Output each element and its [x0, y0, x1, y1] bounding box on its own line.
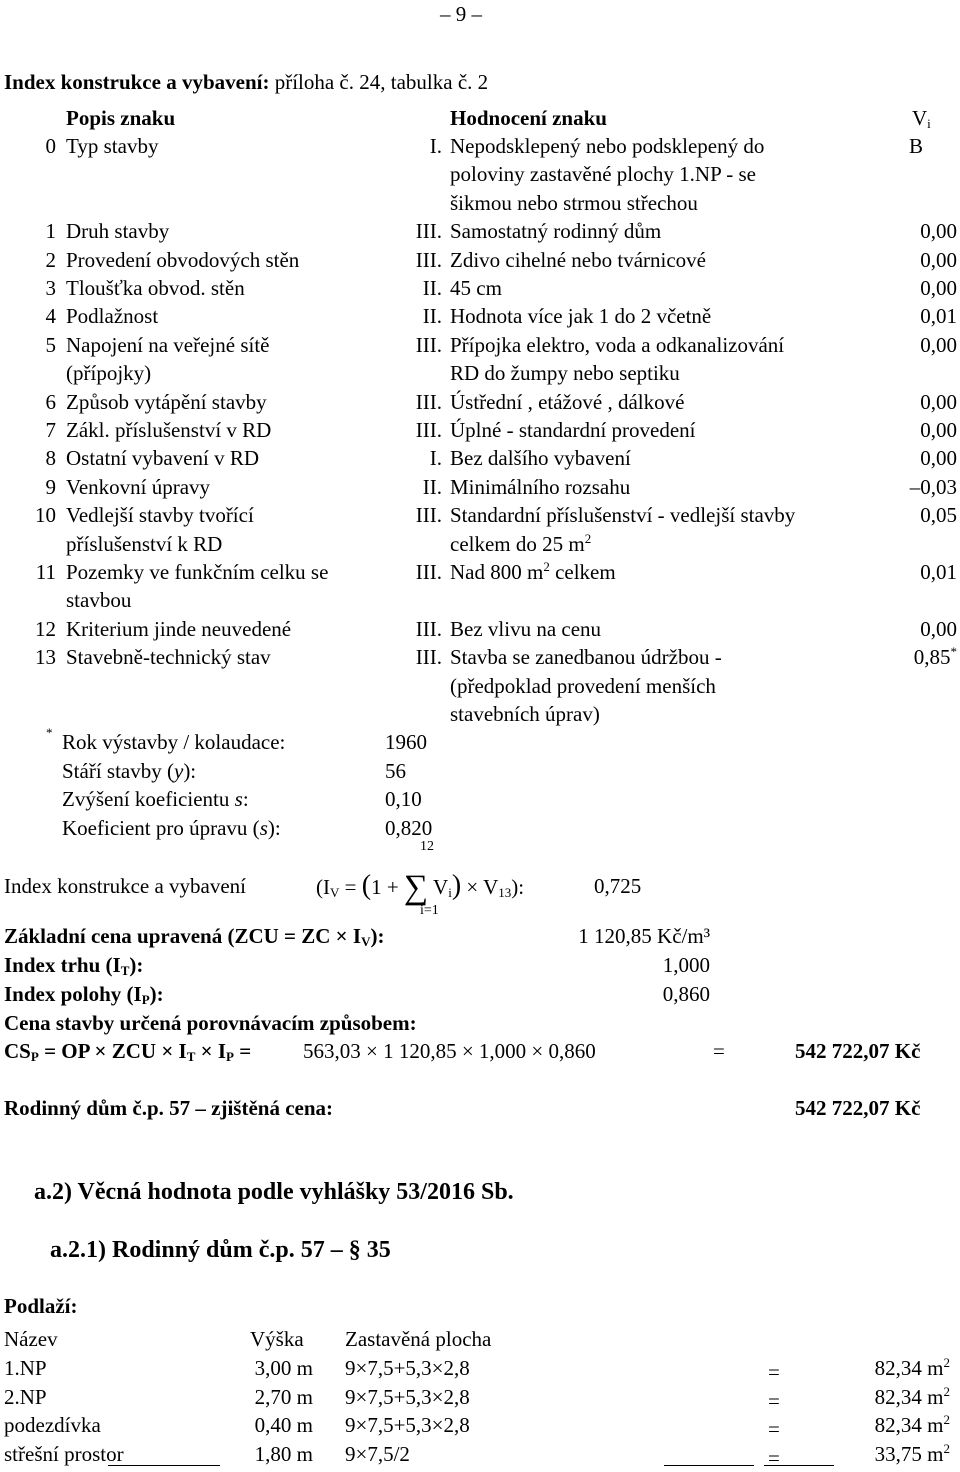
formula-expression: ($I_V = (1$ + ∑ $V_i) \times V_{13}$): [316, 869, 525, 906]
row-number: 12 [35, 616, 56, 641]
row-popis: příslušenství k RD [66, 531, 223, 556]
footnote-value: 56 [385, 758, 406, 783]
cena-heading: Cena stavby určená porovnávacím způsobem: [4, 1011, 417, 1035]
summary-value: 1,000 [662, 953, 710, 977]
row-class: III. [415, 560, 442, 584]
index-heading-bold: Index konstrukce a vybavení: [4, 70, 270, 94]
summary-label: Index trhu $(I_T)$: [4, 953, 144, 978]
podlazi-vyska: 2,70 m [254, 1384, 313, 1409]
cena-formula-label: $CS_P$ = OP × ZCU × $I_T \times I_P$ = [4, 1039, 252, 1064]
cena-formula-values: 563,03 × 1 120,85 × 1,000 × 0,860 [303, 1039, 596, 1063]
podlazi-nazev: 1.NP [4, 1356, 47, 1380]
row-value: 0,00 [920, 219, 957, 244]
heading-a2: a.2) Věcná hodnota podle vyhlášky 53/2016 Sb. [34, 1179, 514, 1205]
row-value: 0,85* [913, 644, 957, 670]
underline-rule [764, 1465, 834, 1466]
row-number: 0 [45, 134, 56, 158]
underline-rule [108, 1465, 220, 1466]
row-hodnoceni: (předpoklad provedení menších [450, 673, 716, 698]
row-hodnoceni: Bez vlivu na cenu [450, 616, 602, 641]
podlazi-eq: = [768, 1388, 780, 1413]
row-hodnoceni: stavebních úprav) [450, 702, 600, 726]
underline-rule [664, 1465, 754, 1466]
row-number: 5 [45, 332, 56, 357]
podlazi-title: Podlaží: [4, 1294, 78, 1318]
footnote-label: Zvýšení koeficientu s: [62, 787, 249, 811]
row-popis: Stavebně-technický stav [66, 645, 271, 670]
table-head-popis: Popis znaku [66, 106, 176, 130]
heading-a21: a.2.1) Rodinný dům č.p. 57 – § 35 [50, 1237, 391, 1263]
sum-upper-limit: 12 [420, 839, 434, 854]
row-value: 0,00 [920, 616, 957, 641]
row-popis: Podlažnost [66, 304, 159, 329]
index-heading [4, 68, 488, 96]
row-number: 2 [45, 247, 56, 272]
row-hodnoceni: Hodnota více jak 1 do 2 včetně [450, 304, 712, 329]
row-popis: Napojení na veřejné sítě [66, 332, 270, 357]
podlazi-vzorec: 9×7,5/2 [345, 1442, 410, 1467]
row-popis: Provedení obvodových stěn [66, 247, 300, 272]
podlazi-vzorec: 9×7,5+5,3×2,8 [345, 1356, 470, 1380]
podlazi-nazev: střešní prostor [4, 1442, 124, 1467]
podlazi-value: 82,34 $m^2$ [874, 1383, 950, 1409]
table-head-hodnoceni: Hodnocení znaku [450, 106, 607, 130]
row-class: I. [429, 446, 442, 471]
row-popis: Ostatní vybavení v RD [66, 446, 260, 471]
row-number: 3 [45, 276, 56, 300]
podlazi-eq: = [768, 1417, 780, 1442]
row-class: III. [415, 332, 442, 357]
row-popis: stavbou [66, 588, 132, 613]
row-hodnoceni: Zdivo cihelné nebo tvárnicové [450, 247, 706, 272]
row-class: III. [415, 645, 442, 670]
row-popis: Druh stavby [66, 219, 170, 244]
podlazi-vzorec: 9×7,5+5,3×2,8 [345, 1413, 470, 1438]
podlazi-eq: = [768, 1446, 780, 1471]
sum-lower-limit: i=1 [420, 903, 439, 918]
row-number: 11 [35, 560, 56, 584]
row-class: III. [415, 418, 442, 442]
row-hodnoceni: Nepodsklepený nebo podsklepený do [450, 134, 765, 158]
table-head-vi: $V_i$ [912, 106, 931, 131]
row-popis: Pozemky ve funkčním celku se [66, 560, 329, 584]
podlazi-value: 82,34 $m^2$ [874, 1412, 950, 1438]
row-number: 13 [35, 645, 56, 670]
row-hodnoceni: poloviny zastavěné plochy 1.NP - se [450, 162, 756, 187]
row-class: I. [429, 134, 442, 158]
footnote-label: Rok výstavby / kolaudace: [62, 730, 286, 754]
row-class: III. [415, 616, 442, 641]
row-hodnoceni: Samostatný rodinný dům [450, 219, 662, 244]
row-hodnoceni: Stavba se zanedbanou údržbou - [450, 645, 722, 670]
row-value: 0,00 [920, 332, 957, 357]
index-heading-rest: příloha č. 24, tabulka č. 2 [269, 70, 489, 94]
podlazi-head-vyska: Výška [250, 1327, 304, 1351]
podlazi-nazev: podezdívka [4, 1413, 101, 1438]
podlazi-vyska: 0,40 m [254, 1413, 313, 1438]
podlazi-head-plocha: Zastavěná plocha [345, 1327, 492, 1351]
row-hodnoceni: RD do žumpy nebo septiku [450, 361, 680, 386]
podlazi-vyska: 1,80 m [254, 1442, 313, 1467]
row-hodnoceni: celkem do 25 $m^2$ [450, 530, 592, 556]
row-class: III. [415, 219, 442, 244]
row-hodnoceni: Minimálního rozsahu [450, 474, 631, 499]
formula-result: 0,725 [594, 874, 642, 898]
row-value: –0,03 [909, 474, 957, 499]
row-hodnoceni: Ústřední , etážové , dálkové [450, 389, 685, 414]
podlazi-eq: = [768, 1360, 780, 1384]
podlazi-vzorec: 9×7,5+5,3×2,8 [345, 1384, 470, 1409]
page-number: – 9 – [440, 2, 482, 26]
row-popis: Vedlejší stavby tvořící [66, 503, 254, 528]
podlazi-value: 33,75 $m^2$ [874, 1441, 950, 1467]
podlazi-nazev: 2.NP [4, 1384, 47, 1409]
podlazi-head-nazev: Název [4, 1327, 58, 1351]
row-value: 0,00 [920, 276, 957, 300]
formula-label: Index konstrukce a vybavení [4, 874, 247, 898]
footnote-value: 0,820 [385, 815, 433, 840]
footnote-star: * [46, 725, 53, 740]
row-number: 4 [45, 304, 56, 329]
row-popis: Kriterium jinde neuvedené [66, 616, 292, 641]
row-hodnoceni: Bez dalšího vybavení [450, 446, 631, 471]
footnote-value: 1960 [385, 730, 427, 754]
row-number: 7 [45, 418, 56, 442]
footnote-label: Koeficient pro úpravu (s): [62, 815, 281, 840]
zjistena-value: 542 722,07 Kč [795, 1096, 921, 1120]
row-popis: (přípojky) [66, 361, 152, 386]
footnote-value: 0,10 [385, 787, 422, 811]
row-popis: Zákl. příslušenství v RD [66, 418, 272, 442]
cena-formula-eq: = [713, 1039, 725, 1063]
row-hodnoceni: šikmou nebo strmou střechou [450, 190, 698, 215]
row-hodnoceni: Nad 800 $m^2$ celkem [450, 559, 616, 584]
summary-value: 1 120,85 Kč/m³ [578, 924, 710, 948]
summary-value: 0,860 [662, 982, 710, 1006]
row-number: 8 [45, 446, 56, 471]
row-value: 0,01 [920, 560, 957, 584]
podlazi-vyska: 3,00 m [254, 1356, 313, 1380]
row-class: III. [415, 247, 442, 272]
row-class: III. [415, 389, 442, 414]
zjistena-label: Rodinný dům č.p. 57 – zjištěná cena: [4, 1096, 334, 1120]
row-value: 0,00 [920, 418, 957, 442]
row-number: 9 [45, 474, 56, 499]
row-number: 1 [45, 219, 56, 244]
summary-label: Základní cena upravená (ZCU = ZC × $I_V$): [4, 924, 385, 949]
row-value: 0,00 [920, 247, 957, 272]
row-class: II. [422, 474, 442, 499]
row-value: 0,00 [920, 389, 957, 414]
row-value: 0,05 [920, 503, 957, 528]
row-hodnoceni: 45 cm [450, 276, 502, 300]
row-popis: Venkovní úpravy [66, 474, 211, 499]
row-number: 10 [35, 503, 56, 528]
podlazi-value: 82,34 $m^2$ [874, 1355, 950, 1380]
row-class: II. [422, 304, 442, 329]
row-hodnoceni: Přípojka elektro, voda a odkanalizování [450, 332, 785, 357]
row-popis: Typ stavby [66, 134, 159, 158]
footnote-label: Stáří stavby (y): [62, 758, 197, 783]
row-number: 6 [45, 389, 56, 414]
row-hodnoceni: Standardní příslušenství - vedlejší stavby [450, 503, 796, 528]
row-hodnoceni: Úplné - standardní provedení [450, 418, 696, 442]
row-class: III. [415, 503, 442, 528]
row-value: 0,00 [920, 446, 957, 471]
row-class: II. [422, 276, 442, 300]
cena-formula-result: 542 722,07 Kč [795, 1039, 921, 1063]
summary-label: Index polohy $(I_P)$: [4, 982, 164, 1007]
row-popis: Tloušťka obvod. stěn [66, 276, 245, 300]
row-value: 0,01 [920, 304, 957, 329]
row-value: B [908, 134, 923, 158]
row-popis: Způsob vytápění stavby [66, 389, 267, 414]
